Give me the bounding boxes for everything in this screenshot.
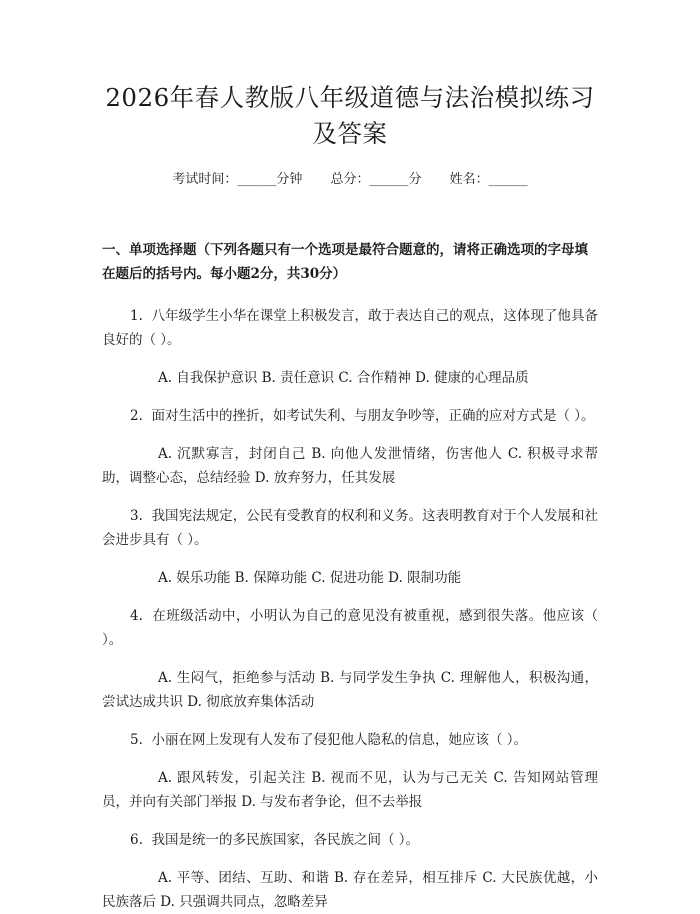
total-score-label: 总分：______分 (330, 172, 422, 187)
exam-time-label: 考试时间：______分钟 (172, 172, 303, 187)
question-options: A. 跟风转发，引起关注 B. 视而不见，认为与己无关 C. 告知网站管理员，并向有关部门举报 D. 与发布者争论，但不去举报 (102, 770, 598, 810)
question-options: A. 沉默寡言，封闭自己 B. 向他人发泄情绪，伤害他人 C. 积极寻求帮助，调整心态，总结经验 D. 放弃努力，任其发展 (102, 446, 598, 486)
question-options: A. 自我保护意识 B. 责任意识 C. 合作精神 D. 健康的心理品质 (158, 370, 529, 386)
question-stem: 2. 面对生活中的挫折，如考试失利、与朋友争吵等，正确的应对方式是（ ）。 (130, 408, 595, 424)
question-options: A. 娱乐功能 B. 保障功能 C. 促进功能 D. 限制功能 (158, 570, 462, 586)
question-options: A. 生闷气，拒绝参与活动 B. 与同学发生争执 C. 理解他人，积极沟通，尝试达成共识 D. 彻底放弃集体活动 (102, 670, 598, 710)
exam-meta (102, 170, 598, 190)
section-heading: 一、单项选择题（下列各题只有一个选项是最符合题意的，请将正确选项的字母填在题后的括号内。每小题2分，共30分） (102, 242, 588, 282)
question-stem: 3. 我国宪法规定，公民有受教育的权利和义务。这表明教育对于个人发展和社会进步具有（ ）。 (102, 508, 598, 548)
question-options: A. 平等、团结、互助、和谐 B. 存在差异，相互排斥 C. 大民族优越，小民族落后 D. 只强调共同点，忽略差异 (102, 870, 598, 910)
question-stem: 6. 我国是统一的多民族国家，各民族之间（ ）。 (130, 832, 420, 848)
student-name-label: 姓名：______ (449, 172, 528, 187)
document-title: 2026年春人教版八年级道德与法治模拟练习及答案 (105, 83, 595, 148)
question-stem: 5. 小丽在网上发现有人发布了侵犯他人隐私的信息，她应该（ ）。 (130, 732, 528, 748)
question-stem: 1. 八年级学生小华在课堂上积极发言，敢于表达自己的观点，这体现了他具备良好的（ ）。 (102, 308, 598, 348)
question-stem: 4. 在班级活动中，小明认为自己的意见没有被重视，感到很失落。他应该（ ）。 (102, 608, 598, 648)
